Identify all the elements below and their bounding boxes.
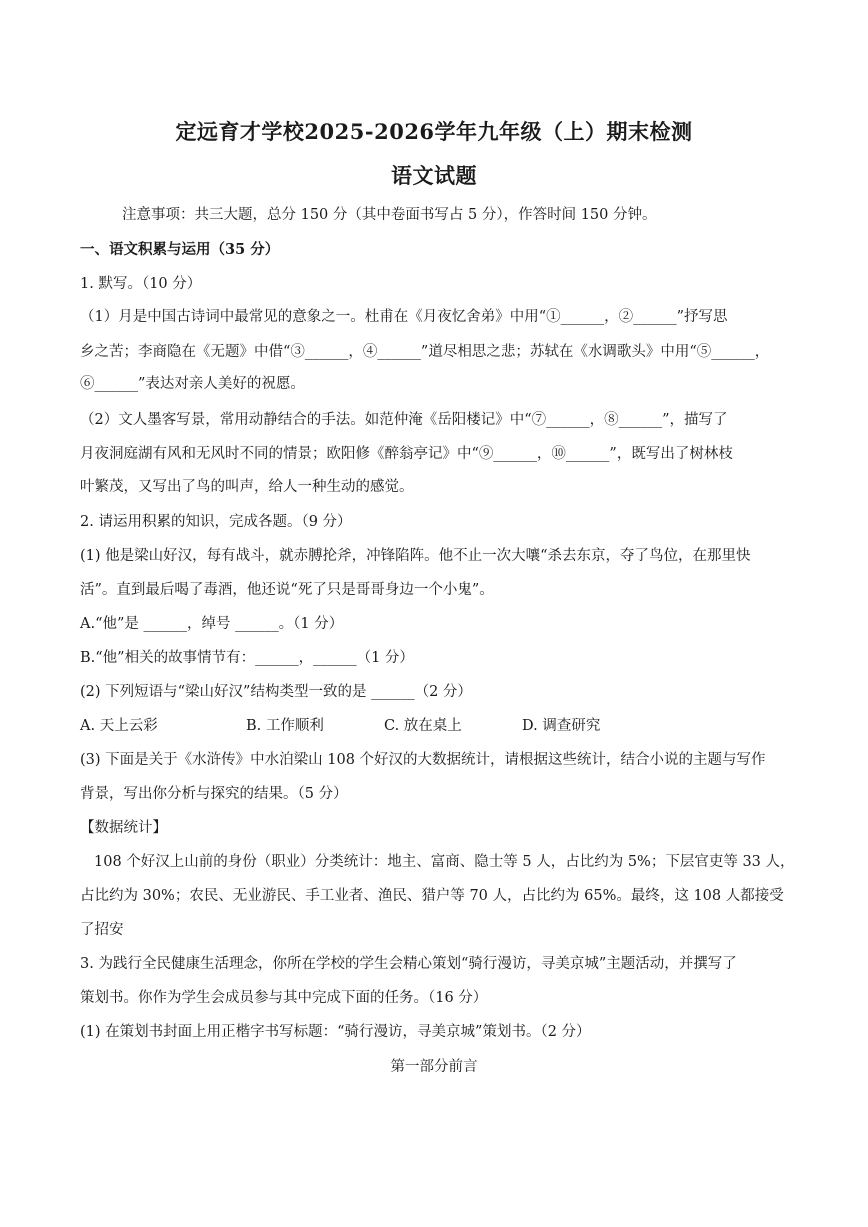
stats-line: 占比约为 30%；农民、无业游民、手工业者、渔民、猎户等 70 人，占比约为 65%。最终，这 108 人都接受 [80,888,784,904]
question-3-line: 策划书。你作为学生会成员参与其中完成下面的任务。（16 分） [80,990,488,1006]
option-d: D. 调查研究 [522,718,601,734]
question-2-title: 2. 请运用积累的知识，完成各题。（9 分） [80,514,352,530]
question-2-3-line: (3) 下面是关于《水浒传》中水泊梁山 108 个好汉的大数据统计，请根据这些统计，结合小说的主题与写作 [80,752,766,768]
question-2-2-options [80,716,792,736]
stats-line: 了招安 [80,922,124,938]
question-3-line: 3. 为践行全民健康生活理念，你所在学校的学生会精心策划“骑行漫访，寻美京城”主题活动，并撰写了 [80,956,737,972]
exam-subtitle: 语文试题 [391,163,477,188]
question-1-title: 1. 默写。（10 分） [80,276,202,292]
question-2-1-b: B.“他”相关的故事情节有：______，______（1 分） [80,650,414,666]
stats-line: 108 个好汉上山前的身份（职业）分类统计：地主、富商、隐士等 5 人，占比约为 5%；下层官吏等 33 人， [94,854,795,870]
part-title: 第一部分前言 [390,1059,478,1075]
question-1-2-line: 月夜洞庭湖有风和无风时不同的情景；欧阳修《醉翁亭记》中“⑨______，⑩______”，既写出了树林枝 [80,446,733,462]
question-2-2: (2) 下列短语与“梁山好汉”结构类型一致的是 ______（2 分） [80,684,472,700]
question-1-1-line: ⑥______”表达对亲人美好的祝愿。 [80,376,305,392]
question-1-2-line: （2）文人墨客写景，常用动静结合的手法。如范仲淹《岳阳楼记》中“⑦______，⑧______”，描写了 [80,412,728,428]
question-2-1-a: A.“他”是 ______，绰号 ______。（1 分） [80,616,344,632]
stats-heading: 【数据统计】 [80,820,167,836]
option-c: C. 放在桌上 [384,718,462,734]
question-1-1-line: 乡之苦；李商隐在《无题》中借“③______，④______”道尽相思之悲；苏轼在《水调歌头》中用“⑤______， [80,344,770,360]
exam-notice: 注意事项：共三大题，总分 150 分（其中卷面书写占 5 分），作答时间 150 分钟。 [122,207,657,223]
option-b: B. 工作顺利 [246,718,324,734]
section-heading: 一、语文积累与运用（35 分） [80,241,280,258]
question-2-1-line: 活”。直到最后喝了毒酒，他还说“死了只是哥哥身边一个小鬼”。 [80,582,494,598]
question-1-1-line: （1）月是中国古诗词中最常见的意象之一。杜甫在《月夜忆舍弟》中用“①______，②______”抒写思 [80,309,728,325]
question-3-1: (1) 在策划书封面上用正楷字书写标题：“骑行漫访，寻美京城”策划书。（2 分） [80,1024,591,1040]
option-a: A. 天上云彩 [80,718,158,734]
question-2-1-line: (1) 他是梁山好汉，每有战斗，就赤膊抡斧，冲锋陷阵。他不止一次大嚷“杀去东京，夺了鸟位，在那里快 [80,548,751,564]
question-1-2-line: 叶繁茂，又写出了鸟的叫声，给人一种生动的感觉。 [80,479,414,495]
exam-title: 定远育才学校2025-2026学年九年级（上）期末检测 [175,119,693,144]
question-2-3-line: 背景，写出你分析与探究的结果。（5 分） [80,786,348,802]
